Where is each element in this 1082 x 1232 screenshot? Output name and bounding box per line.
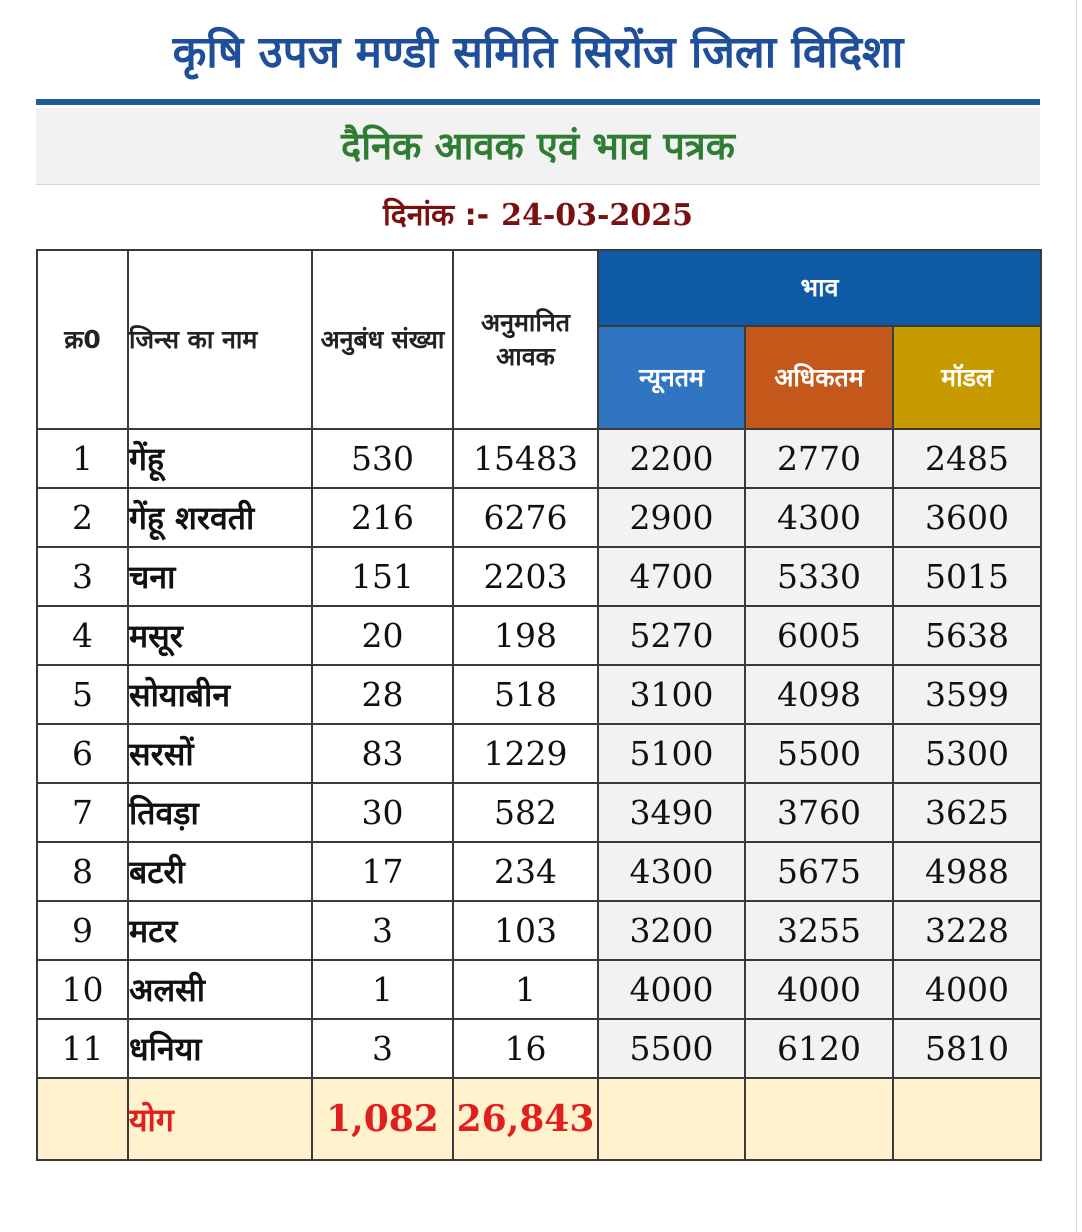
col-header-contracts: अनुबंध संख्या [312,250,453,429]
arrival-cell: 198 [453,606,598,665]
title-divider [36,99,1040,105]
arrival-cell: 15483 [453,429,598,488]
serial-cell: 7 [37,783,128,842]
total-label: योग [128,1078,312,1160]
max-price-cell: 5675 [745,842,893,901]
commodity-name: अलसी [128,960,312,1019]
arrival-cell: 103 [453,901,598,960]
commodity-name: तिवड़ा [128,783,312,842]
contracts-cell: 20 [312,606,453,665]
date-line [0,190,1076,242]
modal-price-cell: 3625 [893,783,1041,842]
max-price-cell: 4098 [745,665,893,724]
arrival-cell: 2203 [453,547,598,606]
total-arrival: 26,843 [453,1078,598,1160]
min-price-cell: 4700 [598,547,745,606]
max-price-cell: 6120 [745,1019,893,1078]
contracts-cell: 3 [312,901,453,960]
serial-cell: 4 [37,606,128,665]
commodity-name: बटरी [128,842,312,901]
page-subtitle: दैनिक आवक एवं भाव पत्रक [341,124,735,168]
table-row [37,665,1041,724]
contracts-cell: 28 [312,665,453,724]
rates-table-body [37,429,1041,1078]
min-price-cell: 5100 [598,724,745,783]
col-header-serial: क्र0 [37,250,128,429]
modal-price-cell: 3600 [893,488,1041,547]
min-price-cell: 4000 [598,960,745,1019]
arrival-cell: 1229 [453,724,598,783]
max-price-cell: 3760 [745,783,893,842]
commodity-name: मसूर [128,606,312,665]
rates-table [36,249,1042,1161]
arrival-cell: 234 [453,842,598,901]
col-header-modal-price: मॉडल [893,326,1041,429]
contracts-cell: 151 [312,547,453,606]
modal-price-cell: 5638 [893,606,1041,665]
total-contracts: 1,082 [312,1078,453,1160]
col-header-price-group: भाव [598,250,1041,326]
arrival-cell: 582 [453,783,598,842]
max-price-cell: 2770 [745,429,893,488]
serial-cell: 3 [37,547,128,606]
col-header-max-price: अधिकतम [745,326,893,429]
date-label: दिनांक :- [383,198,490,233]
modal-price-cell: 5810 [893,1019,1041,1078]
arrival-cell: 1 [453,960,598,1019]
modal-price-cell: 4000 [893,960,1041,1019]
min-price-cell: 4300 [598,842,745,901]
table-row [37,1019,1041,1078]
min-price-cell: 3490 [598,783,745,842]
modal-price-cell: 5300 [893,724,1041,783]
table-row [37,842,1041,901]
max-price-cell: 4000 [745,960,893,1019]
col-header-commodity: जिन्स का नाम [128,250,312,429]
min-price-cell: 2900 [598,488,745,547]
modal-price-cell: 3228 [893,901,1041,960]
page-right-border [1076,0,1077,1232]
table-row [37,547,1041,606]
serial-cell: 1 [37,429,128,488]
table-row [37,429,1041,488]
max-price-cell: 5500 [745,724,893,783]
commodity-name: मटर [128,901,312,960]
min-price-cell: 2200 [598,429,745,488]
subtitle-band [36,108,1040,185]
serial-cell: 9 [37,901,128,960]
contracts-cell: 1 [312,960,453,1019]
serial-cell: 6 [37,724,128,783]
serial-cell: 10 [37,960,128,1019]
arrival-cell: 518 [453,665,598,724]
modal-price-cell: 5015 [893,547,1041,606]
table-row [37,606,1041,665]
contracts-cell: 83 [312,724,453,783]
contracts-cell: 17 [312,842,453,901]
total-modal-cell [893,1078,1041,1160]
page-title: कृषि उपज मण्डी समिति सिरोंज जिला विदिशा [172,27,904,78]
min-price-cell: 5500 [598,1019,745,1078]
col-header-arrival: अनुमानित आवक [453,250,598,429]
total-serial-cell [37,1078,128,1160]
modal-price-cell: 2485 [893,429,1041,488]
contracts-cell: 3 [312,1019,453,1078]
commodity-name: सोयाबीन [128,665,312,724]
commodity-name: सरसों [128,724,312,783]
total-max-cell [745,1078,893,1160]
serial-cell: 5 [37,665,128,724]
modal-price-cell: 4988 [893,842,1041,901]
table-row [37,783,1041,842]
col-header-min-price: न्यूनतम [598,326,745,429]
total-row [37,1078,1041,1160]
table-row [37,901,1041,960]
commodity-name: चना [128,547,312,606]
commodity-name: गेंहू शरवती [128,488,312,547]
max-price-cell: 5330 [745,547,893,606]
serial-cell: 11 [37,1019,128,1078]
min-price-cell: 3100 [598,665,745,724]
contracts-cell: 216 [312,488,453,547]
contracts-cell: 30 [312,783,453,842]
commodity-name: गेंहू [128,429,312,488]
commodity-name: धनिया [128,1019,312,1078]
max-price-cell: 3255 [745,901,893,960]
max-price-cell: 4300 [745,488,893,547]
max-price-cell: 6005 [745,606,893,665]
date-value: 24-03-2025 [501,198,693,233]
table-row [37,724,1041,783]
contracts-cell: 530 [312,429,453,488]
arrival-cell: 6276 [453,488,598,547]
min-price-cell: 3200 [598,901,745,960]
serial-cell: 2 [37,488,128,547]
arrival-cell: 16 [453,1019,598,1078]
modal-price-cell: 3599 [893,665,1041,724]
min-price-cell: 5270 [598,606,745,665]
total-min-cell [598,1078,745,1160]
table-row [37,488,1041,547]
table-row [37,960,1041,1019]
serial-cell: 8 [37,842,128,901]
